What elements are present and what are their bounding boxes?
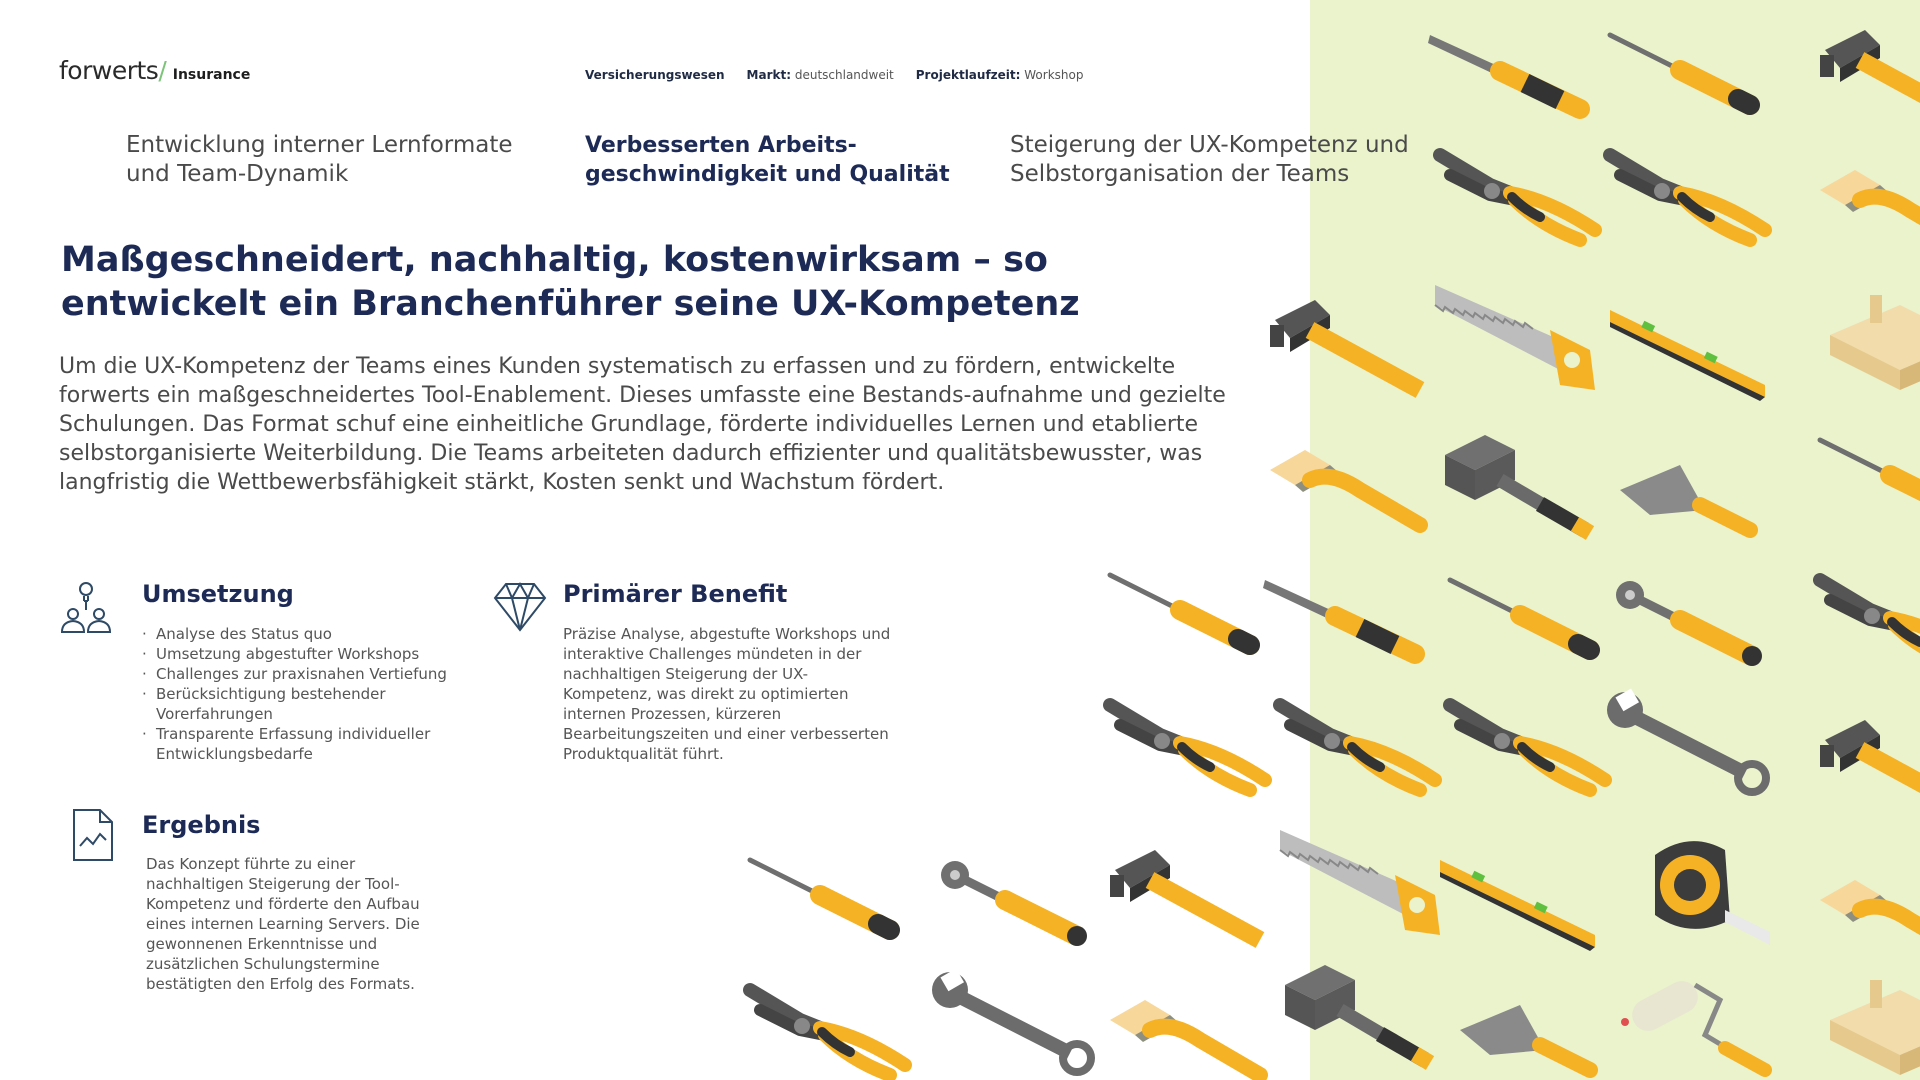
meta-duration-value: Workshop — [1024, 68, 1084, 82]
meta-sector-value: Versicherungswesen — [585, 68, 725, 82]
project-meta — [585, 68, 1083, 82]
people-idea-icon — [58, 580, 114, 636]
list-item: · Transparente Erfassung individueller Entwicklungsbedarfe — [140, 724, 480, 764]
meta-market — [747, 68, 894, 82]
ergebnis-title: Ergebnis — [142, 811, 261, 839]
logo-subline: Insurance — [172, 67, 251, 83]
pillar-speed-quality: Verbesserten Arbeits-geschwindigkeit und Qualität — [585, 133, 950, 187]
umsetzung-title: Umsetzung — [142, 580, 294, 608]
diamond-icon — [492, 578, 548, 634]
benefit-title: Primärer Benefit — [563, 580, 788, 608]
meta-market-label: Markt: — [746, 68, 792, 82]
benefit-text: Präzise Analyse, abgestufte Workshops und interaktive Challenges mündeten in der nachhaltigen Steigerung der UX-Kompetenz, was direkt zu optimierten internen Prozessen, kürzeren Bearbeitungszeiten und einer verbesserten Produktqualität führt. — [563, 625, 891, 763]
goal-pillars — [0, 131, 1420, 191]
ergebnis-text: Das Konzept führte zu einer nachhaltigen Steigerung der Tool-Kompetenz und förderte den Aufbau eines internen Learning Servers. Die gewonnenen Erkenntnisse und zusätzlichen Schulungstermine bestätigten den Erfolg des Formats. — [146, 855, 420, 993]
page-headline: Maßgeschneidert, nachhaltig, kostenwirksam – so entwickelt ein Branchenführer seine UX-Kompetenz — [61, 240, 1080, 324]
brand-logo — [59, 56, 250, 85]
meta-duration — [916, 68, 1084, 82]
list-item: · Challenges zur praxisnahen Vertiefung — [140, 664, 480, 684]
umsetzung-list — [140, 624, 480, 764]
logo-wordmark: forwerts — [59, 56, 159, 85]
list-item: · Berücksichtigung bestehender Vorerfahrungen — [140, 684, 480, 724]
pillar-ux-competence: Steigerung der UX-Kompetenz und Selbstorganisation der Teams — [1010, 132, 1409, 187]
meta-sector — [585, 68, 725, 82]
list-item: · Umsetzung abgestufter Workshops — [140, 644, 480, 664]
intro-paragraph: Um die UX-Kompetenz der Teams eines Kunden systematisch zu erfassen und zu fördern, entwickelte forwerts ein maßgeschneidertes Tool-Enablement. Dieses umfasste eine Bestands-aufnahme und gezielte Schulungen. Das Format schuf eine einheitliche Grundlage, förderte individuelles Lernen und etablierte selbstorganisierte Weiterbildung. Die Teams arbeiteten dadurch effizienter und qualitätsbewusster, was langfristig die Wettbewerbsfähigkeit stärkt, Kosten senkt und Wachstum fördert. — [59, 354, 1226, 495]
pillar-learning-formats: Entwicklung interner Lernformate und Team-Dynamik — [126, 132, 513, 187]
logo-slash: / — [158, 56, 167, 85]
meta-duration-label: Projektlaufzeit: — [915, 68, 1021, 82]
document-chart-icon — [70, 808, 126, 864]
meta-market-value: deutschlandweit — [794, 68, 894, 82]
list-item: · Analyse des Status quo — [140, 624, 480, 644]
